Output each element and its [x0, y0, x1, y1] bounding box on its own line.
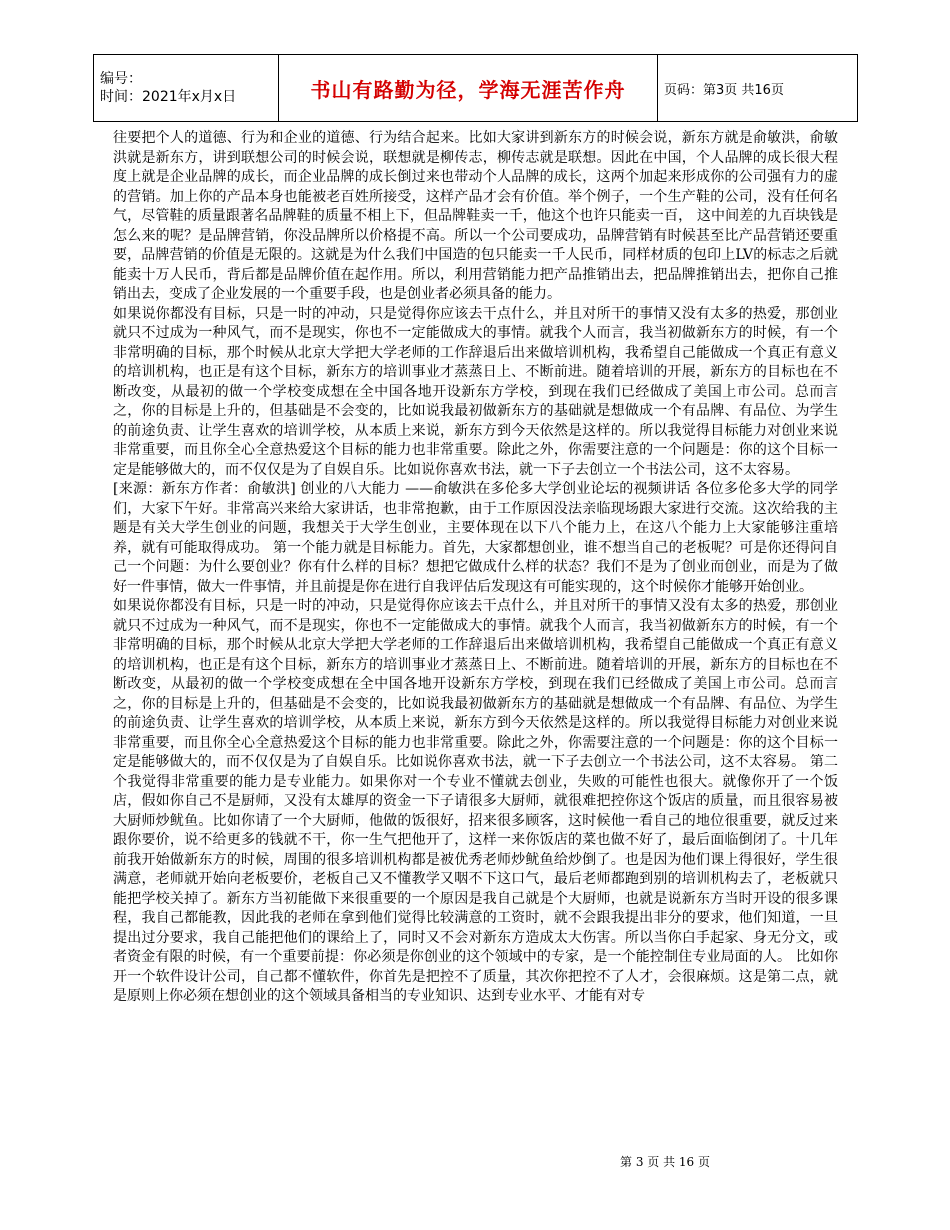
time-label: 时间：2021年x月x日: [100, 89, 237, 105]
header-left-cell: [94, 55, 279, 122]
paragraph: 如果说你都没有目标，只是一时的冲动，只是觉得你应该去干点什么，并且对所干的事情又没有太多的热爱，那创业就只不过成为一种风气，而不是现实，你也不一定能做成大的事情。就我个人而言，我当初做新东方的时候，有一个非常明确的目标，那个时候从北京大学把大学老师的工作辞退后出来做培训机构，我希望自己能做成一个真正有意义的培训机构，也正是有这个目标，新东方的培训事业才蒸蒸日上、不断前进。随着培训的开展，新东方的目标也在不断改变，从最初的做一个学校变成想在全中国各地开设新东方学校，到现在我们已经做成了美国上市公司。总而言之，你的目标是上升的，但基础是不会变的，比如说我最初做新东方的基础就是想做成一个有品牌、有品位、为学生的前途负责、让学生喜欢的培训学校，从本质上来说，新东方到今天依然是这样的。所以我觉得目标能力对创业来说非常重要，而且你全心全意热爱这个目标的能力也非常重要。除此之外，你需要注意的一个问题是：你的这个目标一定是能够做大的，而不仅仅是为了自娱自乐。比如说你喜欢书法，就一下子去创立一个书法公司，这不太容易。 第二个我觉得非常重要的能力是专业能力。如果你对一个专业不懂就去创业，失败的可能性也很大。就像你开了一个饭店，假如你自己不是厨师，又没有太雄厚的资金一下子请很多大厨师，就很难把控你这个饭店的质量，而且很容易被大厨师炒鱿鱼。比如你请了一个大厨师，他做的饭很好，招来很多顾客，这时候他一看自己的地位很重要，就反过来跟你要价，说不给更多的钱就不干，你一生气把他开了，这样一来你饭店的菜也做不好了，最后面临倒闭了。十几年前我开始做新东方的时候，周围的很多培训机构都是被优秀老师炒鱿鱼给炒倒了。也是因为他们课上得很好，学生很满意，老师就开始向老板要价，老板自己又不懂教学又咽不下这口气，最后老师都跑到别的培训机构去了，老板就只能把学校关掉了。新东方当初能做下来很重要的一个原因是我自己就是个大厨师，也就是说新东方当时开设的很多课程，我自己都能教，因此我的老师在拿到他们觉得比较满意的工资时，就不会跟我提出非分的要求，他们知道，一旦提出过分要求，我自己能把他们的课给上了，同时又不会对新东方造成太大伤害。所以当你白手起家、身无分文，或者资金有限的时候，有一个重要前提：你必须是你创业的这个领域中的专家，是一个能控制住专业局面的人。 比如你开一个软件设计公司，自己都不懂软件，你首先是把控不了质量，其次你把控不了人才，会很麻烦。这是第二点，就是原则上你必须在想创业的这个领域具备相当的专业知识、达到专业水平、才能有对专: [113, 598, 838, 1004]
paragraph: 往要把个人的道德、行为和企业的道德、行为结合起来。比如大家讲到新东方的时候会说，新东方就是俞敏洪，俞敏洪就是新东方，讲到联想公司的时候会说，联想就是柳传志，柳传志就是联想。因此在中国，个人品牌的成长很大程度上就是企业品牌的成长，而企业品牌的成长倒过来也带动个人品牌的成长，这两个加起来形成你的公司强有力的虚的营销。加上你的产品本身也能被老百姓所接受，这样产品才会有价值。举个例子，一个生产鞋的公司，没有任何名气，尽管鞋的质量跟著名品牌鞋的质量不相上下，但品牌鞋卖一千，他这个也许只能卖一百， 这中间差的九百块钱是怎么来的呢？是品牌营销，你没品牌所以价格提不高。所以一个公司要成功，品牌营销有时候甚至比产品营销还要重要，品牌营销的价值是无限的。这就是为什么我们中国造的包只能卖一千人民币，同样材质的包印上LV的标志之后就能卖十万人民币，背后都是品牌价值在起作用。所以，利用营销能力把产品推销出去，把品牌推销出去，把你自己推销出去，变成了企业发展的一个重要手段，也是创业者必须具备的能力。: [113, 130, 838, 302]
document-body: [113, 129, 838, 1129]
header-table: [93, 54, 858, 122]
page-info: 页码：第3页 共16页: [664, 82, 784, 98]
paragraph: 如果说你都没有目标，只是一时的冲动，只是觉得你应该去干点什么，并且对所干的事情又没有太多的热爱，那创业就只不过成为一种风气，而不是现实，你也不一定能做成大的事情。就我个人而言，我当初做新东方的时候，有一个非常明确的目标，那个时候从北京大学把大学老师的工作辞退后出来做培训机构，我希望自己能做成一个真正有意义的培训机构，也正是有这个目标，新东方的培训事业才蒸蒸日上、不断前进。随着培训的开展，新东方的目标也在不断改变，从最初的做一个学校变成想在全中国各地开设新东方学校，到现在我们已经做成了美国上市公司。总而言之，你的目标是上升的，但基础是不会变的，比如说我最初做新东方的基础就是想做成一个有品牌、有品位、为学生的前途负责、让学生喜欢的培训学校，从本质上来说，新东方到今天依然是这样的。所以我觉得目标能力对创业来说非常重要，而且你全心全意热爱这个目标的能力也非常重要。除此之外，你需要注意的一个问题是：你的这个目标一定是能够做大的，而不仅仅是为了自娱自乐。比如说你喜欢书法，就一下子去创立一个书法公司，这不太容易。: [113, 305, 838, 478]
motto: 书山有路勤为径，学海无涯苦作舟: [310, 77, 626, 102]
header-right-cell: [658, 55, 858, 122]
serial-label: 编号：: [100, 71, 142, 87]
paragraph: [来源：新东方作者：俞敏洪] 创业的八大能力 ——俞敏洪在多伦多大学创业论坛的视频讲话 各位多伦多大学的同学们，大家下午好。非常高兴来给大家讲话，也非常抱歉，由于工作原因没法亲临现场跟大家进行交流。这次给我的主题是有关大学生创业的问题，我想关于大学生创业，主要体现在以下八个能力上，在这八个能力上大家能够注重培养，就有可能取得成功。 第一个能力就是目标能力。首先，大家都想创业，谁不想当自己的老板呢？可是你还得问自己一个问题：为什么要创业？你有什么样的目标？想把它做成什么样的状态？我们不是为了创业而创业，而是为了做好一件事情，做大一件事情，并且前提是你在进行自我评估后发现这有可能实现的，这个时候你才能够开始创业。: [113, 481, 838, 595]
header-center-cell: [279, 55, 658, 122]
page-footer: [0, 1153, 950, 1170]
page-footer-text: 第 3 页 共 16 页: [620, 1155, 710, 1169]
